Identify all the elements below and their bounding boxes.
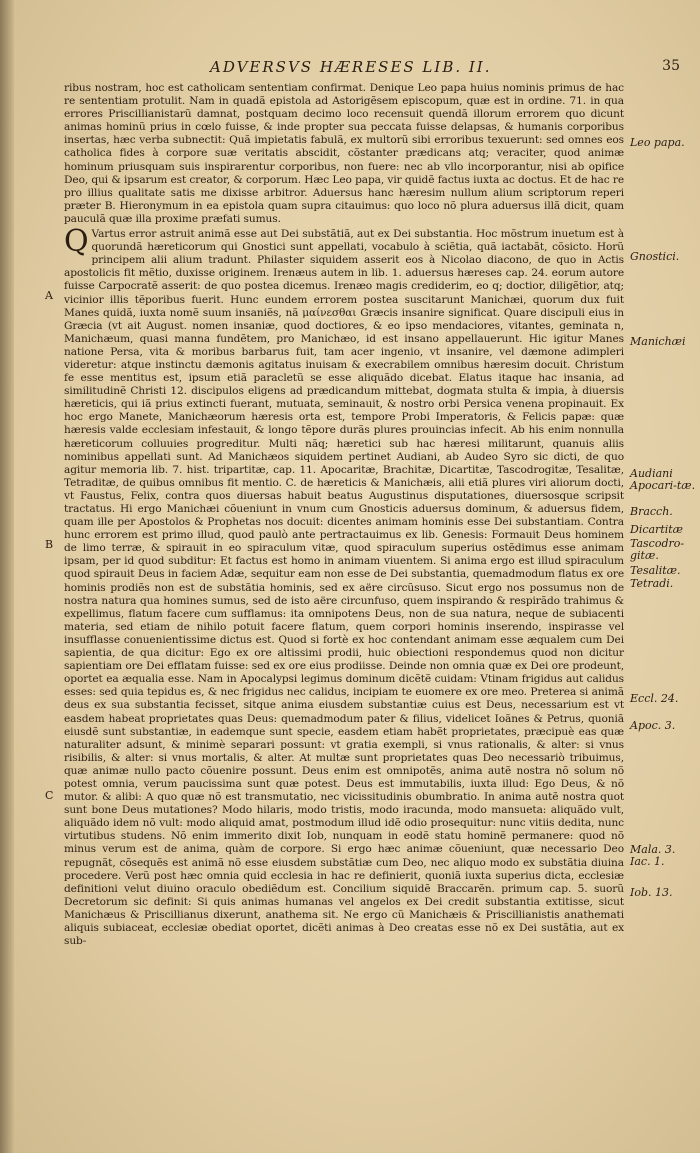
main-text-block	[64, 82, 624, 948]
drop-cap: Q	[64, 224, 89, 260]
sidenote-mala: Mala. 3.	[630, 843, 676, 856]
sidenote-gnostici: Gnostici.	[630, 250, 680, 263]
paragraph-2	[64, 224, 624, 948]
sidenote-apocaritae: Apocari-tæ.	[630, 479, 696, 492]
sidenote-tesalitae: Tesalitæ.	[630, 564, 681, 577]
sidenote-audiani: Audiani	[630, 467, 673, 480]
page-number: 35	[662, 58, 680, 74]
sidenote-leo-papa: Leo papa.	[630, 136, 685, 149]
sidenote-bracch: Bracch.	[630, 505, 673, 518]
paragraph-1: ribus nostram, hoc est catholicam sententiam confirmat. Denique Leo papa huius nominis primus de hac re sententiam protulit. Nam in quadã epistola ad Astorigẽsem episcopum, quæ est in ordine. 71. in qua errores Priscillianistarũ damnat, postquam decimo loco recensuit quendã illorum errorem quo dicunt animas hominũ prius in cœlo fuisse, & inde propter sua peccata fuisse delapsas, & humanis corporibus insertas, hæc verba subnectit: Quã impietatis fabulã, ex multorũ sibi erroribus texuerunt: sed omnes eos catholica fides à corpore suæ veritatis abscidit, cõstanter prædicans atq; veraciter, quod animæ hominum priusquam suis inspirarentur corporibus, non fuere: nec ab vllo incorporantur, nisi ab opifice Deo, qui & ipsarum est creator, & corporum. Hæc Leo papa, vir quidẽ factus iuxta ac doctus. Et de hac re pro illius qualitate satis me dixisse arbitror. Aduersus hanc hæresim nullum alium scriptorum reperi præter B. Hieronymum in ea epistola quam supra citauimus: quo loco nõ plura aduersus illã dicit, quam pauculã quæ illa proxime præfati sumus.	[64, 82, 624, 225]
sidenote-manichaei: Manichæi	[630, 335, 686, 348]
sidenote-iob: Iob. 13.	[630, 886, 673, 899]
sidenote-tetradi: Tetradi.	[630, 577, 674, 590]
section-letter-b: B	[45, 538, 54, 551]
running-title: ADVERSVS HÆRESES LIB. II.	[210, 58, 492, 76]
paragraph-2-text: Vartus error astruit animã esse aut Dei substãtiã, aut ex Dei substantia. Hoc mõstrum inuetum est à quorundã hæreticorum qui Gnostici sunt appellati, vocabulo à sciẽtia, quã iactabãt, cõsicto. Horũ principem alii alium tradunt. Philaster siquidem asserit eos à Nicolao diacono, de quo in Actis apostolicis fit mẽtio, duxisse originem. Irenæus autem in lib. 1. aduersus hæreses cap. 24. eorum autore fuisse Carpocratẽ asserit: de quo postea dicemus. Irenæo magis crediderim, eo q; doctior, diligẽtior, atq; vicinior illis tẽporibus fuerit. Hunc eundem errorem postea suscitarunt Manichæi, quorum dux fuit Manes quidã, iuxta nomẽ suum insaniẽs, nã μαίνεσθαι Græcis insanire significat. Quare discipuli eius in Græcia (vt ait August. nomen insaniæ, quod doctiores, & eo ipso mendaciores, vitantes, geminata n, Manichæum, quasi manna fundẽtem, pro Manichæo, id est insano appellauerunt. Hic igitur Manes natione Persa, vita & moribus barbarus fuit, tam acer ingenio, vt insanire, vel dæmone adimpleri videretur: atque instinctu dæmonis agitatus inuisam & execrabilem omnibus hæresim docuit. Christum fe esse mentitus est, ipsum etiã paracletũ se esse aliquãdo dicebat. Elatus itaque hac insania, ad similitudinẽ Christi 12. discipulos eligens ad prædicandum mittebat, dogmata stulta & impia, à diuersis hæreticis, qui iã prius extincti fuerant, mutuata, seminauit, & nostro orbi Persica venena propinauit. Ex hoc ergo Manete, Manichæorum hæresis orta est, tempore Probi Imperatoris, & Felicis papæ: quæ hæresis valde ecclesiam infestauit, & longo tẽpore durãs plures prouincias infecit. Ab his enim nonnulla hæreticorum colluuies progreditur. Multi nãq; hæretici sub hac hæresi militarunt, quanuis aliis nominibus appellati sunt. Ad Manichæos siquidem pertinet Audiani, ab Audeo Syro sic dicti, de quo agitur memoria lib. 7. hist. tripartitæ, cap. 11. Apocaritæ, Brachitæ, Dicartitæ, Tascodrogitæ, Tesalitæ, Tetraditæ, de quibus omnibus fit mentio. C. de hæreticis & Manichæis, alii etiã plures viri aliorum docti, vt Faustus, Felix, contra quos diuersas habuit beatus Augustinus disputationes, diuersosque scripsit tractatus. Hi ergo Manichæi cõueniunt in vnum cum Gnosticis aduersus dominum, & aduersus fidem, quam ille per Apostolos & Prophetas nos docuit: dicentes animam hominis esse Dei substantiam. Contra hunc errorem est primo illud, quod paulò ante pertractauimus ex lib. Genesis: Formauit Deus hominem de limo terræ, & spirauit in eo spiraculum vitæ, quod spiraculum superius ostẽdimus esse animam ipsam, per id quod subditur: Et factus est homo in animam viuentem. Si anima ergo est illud spiraculum quod spirauit Deus in faciem Adæ, sequitur eam non esse de Dei substantia, quemadmodum flatus ex ore hominis prodiẽs non est de substãtia hominis, sed ex aëre circũsuso. Sicut ergo nos possumus non de nostra natura qua homines sumus, sed de isto aëre circunfuso, quem inspirando & respirãdo trahimus & expellimus, flatum facere cum sufflamus: ita omnipotens Deus, non de sua natura, neque de subiacenti materia, sed etiam de nihilo potuit facere flatum, quem corpori hominis inserendo, inspirasse vel insufflasse conuenientissime dictus est. Quod si fortè ex hoc contendant animam esse æqualem cum Dei sapientia, de qua dicitur: Ego ex ore altissimi prodii, huic obiectioni respondemus quod non dicitur sapientiam ore Dei efflatam fuisse: sed ex ore eius prodiisse. Deinde non omnia quæ ex Dei ore prodeunt, oportet ea æqualia esse. Nam in Apocalypsi legimus dominum dicẽtẽ cuidam: Vtinam frigidus aut calidus esses: sed quia tepidus es, & nec frigidus nec calidus, incipiam te euomere ex ore meo. Preterea si animã deus ex sua substantia fecisset, sitque anima eiusdem substantiæ cuius est Deus, necessarium est vt easdem habeat proprietates quas Deus: quemadmodum pater & filius, videlicet Ioãnes & Petrus, quoniã eiusdẽ sunt substantiæ, in eademque sunt specie, easdem etiam habẽt proprietates, præcipuè eas quæ naturaliter adsunt, & minimè separari possunt: vt gratia exempli, si vnus rationalis, & alter: si vnus risibilis, & alter: si vnus mortalis, & alter. At multæ sunt proprietates quas Deo necessariò tribuimus, quæ animæ nullo pacto cõuenire possunt. Deus enim est omnipotẽs, anima autẽ nostra nõ solum nõ potest omnia, verum paucissima sunt quæ potest. Deus est immutabilis, iuxta illud: Ego Deus, & nõ mutor. & alibi: A quo quæ nõ est transmutatio, nec vicissitudinis obumbratio. In anima autẽ nostra quot sunt bone Deus mutationes? Modo hilaris, modo tristis, modo iracunda, modo mansueta: aliquãdo vult, aliquãdo idem nõ vult: modo aliquid amat, postmodum illud idẽ odio prosequitur: nunc vitiis dedita, nunc virtutibus studens. Nõ enim immerito dixit Iob, nunquam in eodẽ statu hominẽ permanere: quod nõ minus verum est de anima, quàm de corpore. Si ergo hæc animæ cõueniunt, quæ necessario Deo repugnãt, cõsequẽs est animã nõ esse eiusdem substãtiæ cum Deo, nec aliquo modo ex substãtia diuina procedere. Verũ post hæc omnia quid ecclesia in hac re definierit, quoniã iuxta superius dicta, ecclesiæ definitioni velut diuino oraculo obediẽdum est. Concilium siquidẽ Braccarẽn. primum cap. 5. suorũ Decretorum sic definit: Si quis animas humanas vel angelos ex Dei credit substantia extitisse, sicut Manichæus & Priscillianus dixerunt, anathema sit. Ne ergo cũ Manichæis & Priscillianistis anathemati aliquis subiaceat, ecclesiæ obediat oportet, dicẽti animas à Deo creatas esse nõ ex Dei sustãtia, aut ex sub-	[64, 228, 624, 948]
sidenote-tascodrogitae: Tascodro-gitæ.	[630, 537, 685, 562]
sidenote-eccl: Eccl. 24.	[630, 692, 679, 705]
page-gutter-shadow	[0, 0, 14, 1153]
section-letter-c: C	[45, 789, 54, 802]
sidenote-dicartitae: Dicartitæ	[630, 523, 684, 536]
page-header	[60, 58, 680, 78]
sidenote-apoc: Apoc. 3.	[630, 719, 676, 732]
sidenote-iac: Iac. 1.	[630, 855, 665, 868]
section-letter-a: A	[45, 289, 53, 302]
